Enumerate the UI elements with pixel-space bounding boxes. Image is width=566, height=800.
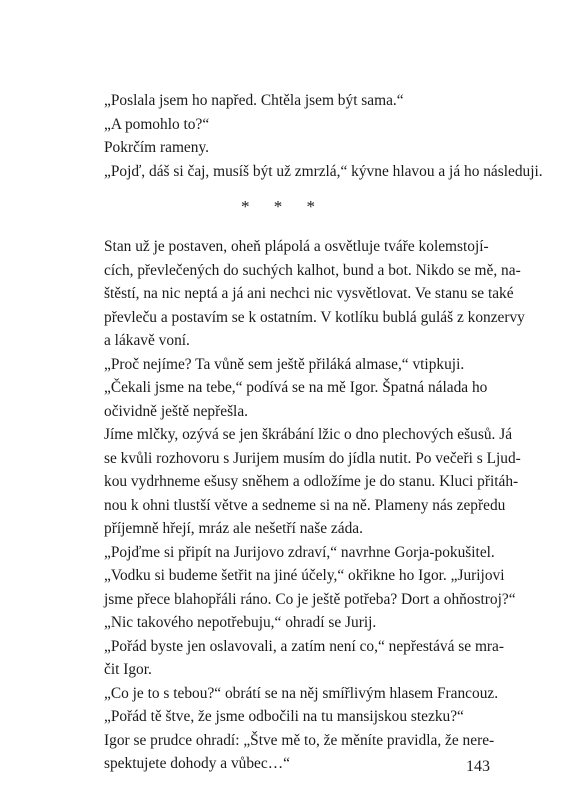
text-line: „Vodku si budeme šetřit na jiné účely,“ okřikne ho Igor. „Jurijovi (104, 567, 505, 584)
text-line: Igor se prudce ohradí: „Štve mě to, že měníte pravidla, že nere- (104, 731, 495, 749)
section-separator: * * * (241, 197, 325, 216)
text-line: kou vydrhneme ešusy sněhem a odložíme je do stanu. Kluci přitáh- (104, 473, 519, 490)
text-line: jsme přece blahopřáli ráno. Co je ještě potřeba? Dort a ohňostroj?“ (104, 590, 516, 608)
text-line: se kvůli rozhovoru s Jurijem musím do jídla nutit. Po večeři s Ljud- (104, 449, 521, 467)
paragraph (104, 635, 505, 682)
paragraph (104, 564, 516, 611)
text-line: Stan už je postaven, oheň plápolá a osvětluje tváře kolemstojí- (104, 238, 489, 255)
text-line: štěstí, na nic neptá a já ani nechci nic vysvětlovat. Ve stanu se také (104, 285, 514, 302)
text-line: „Proč nejíme? Ta vůně sem ještě přiláká almase,“ vtipkuji. (104, 355, 465, 373)
paragraph (104, 113, 474, 137)
page-number: 143 (466, 758, 490, 775)
text-line: a lákavě voní. (104, 332, 190, 349)
text-line: příjemně hřejí, mráz ale nešetří naše záda. (104, 520, 363, 537)
text-line: „A pomohlo to?“ (104, 115, 210, 133)
text-line: Pokrčím rameny. (104, 139, 209, 156)
text-line: spektujete dohody a vůbec…“ (104, 755, 290, 772)
paragraph (104, 160, 543, 184)
text-line: čit Igor. (104, 661, 152, 678)
text-line: cích, převlečených do suchých kalhot, bund a bot. Nikdo se mě, na- (104, 261, 521, 279)
top-text-block (104, 89, 543, 183)
text-line: očividně ještě nepřešla. (104, 402, 249, 420)
paragraph (104, 136, 474, 160)
paragraph (104, 611, 474, 635)
paragraph (104, 423, 521, 541)
text-line: „Pořád tě štve, že jsme odbočili na tu mansijskou stezku?“ (104, 708, 464, 725)
paragraph (104, 541, 495, 565)
text-line: „Pojďme si připít na Jurijovo zdraví,“ navrhne Gorja-pokušitel. (104, 543, 495, 561)
text-line: „Pořád byste jen oslavovali, a zatím není co,“ nepřestává se mra- (104, 637, 505, 655)
text-line: nou k ohni tlustší větve a sedneme si na ně. Plameny nás zepředu (104, 496, 506, 514)
paragraph (104, 353, 474, 377)
paragraph (104, 89, 474, 113)
text-line: „Co je to s tebou?“ obrátí se na něj smířlivým hlasem Francouz. (104, 684, 499, 702)
text-line: „Nic takového nepotřebuju,“ ohradí se Jurij. (104, 614, 377, 631)
text-line: „Poslala jsem ho napřed. Chtěla jsem být sama.“ (104, 92, 404, 109)
text-line: Jíme mlčky, ozývá se jen škrábání lžic o dno plechových ešusů. Já (104, 426, 513, 443)
text-line: „Pojď, dáš si čaj, musíš být už zmrzlá,“ kývne hlavou a já ho následuji. (104, 162, 543, 180)
paragraph (104, 376, 488, 423)
paragraph (104, 235, 525, 353)
paragraph (104, 682, 499, 729)
text-line: „Čekali jsme na tebe,“ podívá se na mě Igor. Špatná nálada ho (104, 379, 488, 396)
text-line: převleču a postavím se k ostatním. V kotlíku bublá guláš z konzervy (104, 308, 525, 326)
